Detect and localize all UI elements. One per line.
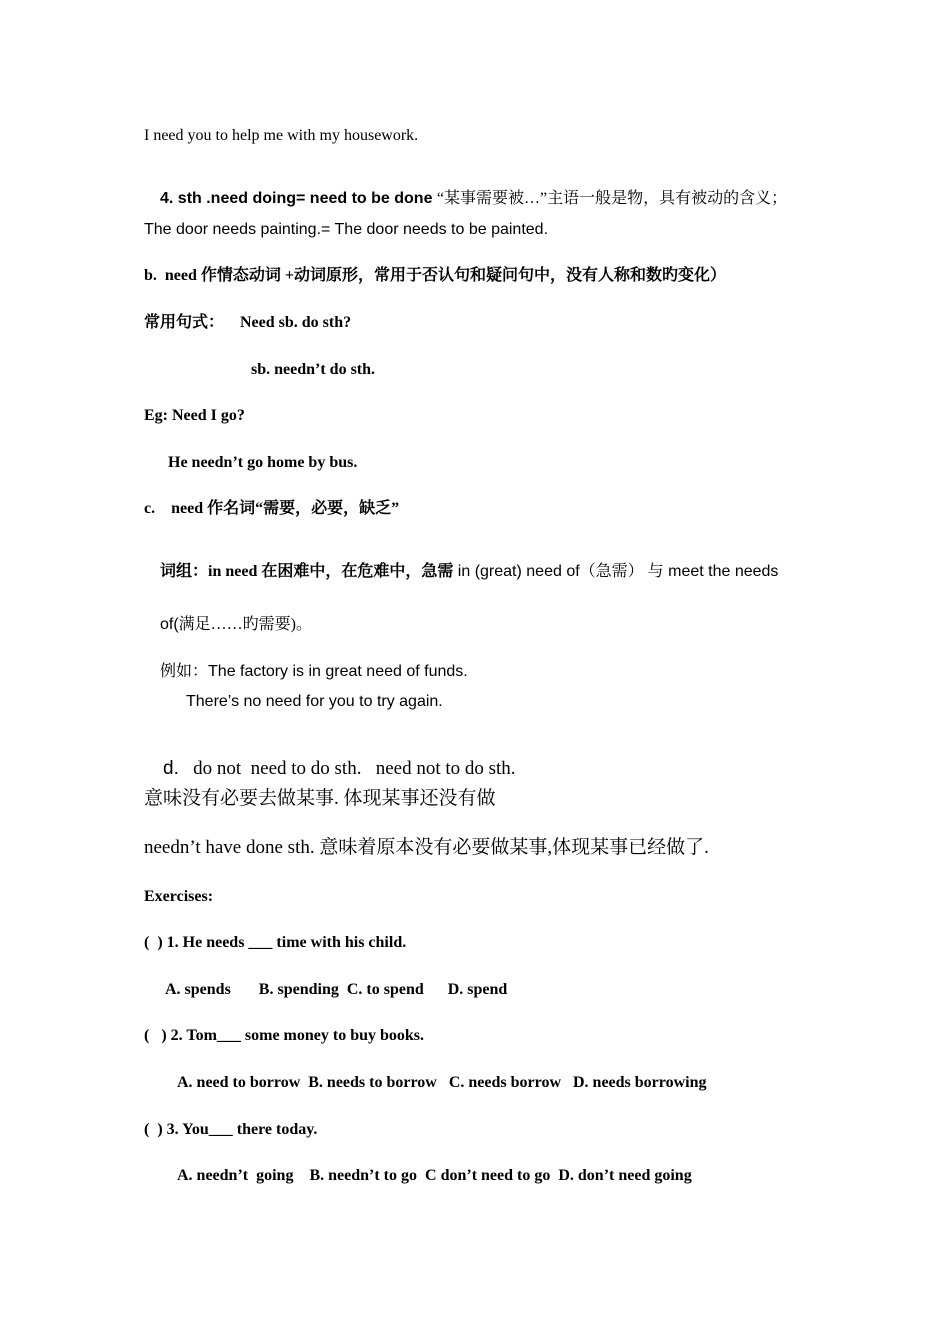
text-segment: do not need to do sth. need not to do sth. xyxy=(178,758,516,779)
exercises-heading: Exercises: xyxy=(144,888,214,905)
text-segment: of( xyxy=(160,616,179,633)
text-line xyxy=(144,648,468,696)
text-segment: The factory is in great need of funds. xyxy=(208,663,468,680)
text-segment: “某事需要被…”主语一般是物，具有被动的含义； xyxy=(436,190,788,207)
text-line: needn’t have done sth. 意味着原本没有必要做某事,体现某事已经做了. xyxy=(144,837,709,858)
section-heading: c. need 作名词“需要，必要，缺乏” xyxy=(144,500,400,517)
question-1: ( ) 1. He needs ___ time with his child. xyxy=(144,934,407,951)
text-segment: 词组：in need 在困难中，在危难中，急需 xyxy=(160,563,454,580)
text-line: There’s no need for you to try again. xyxy=(186,693,443,710)
text-line: He needn’t go home by bus. xyxy=(168,454,358,471)
text-segment: d. xyxy=(163,758,179,779)
text-segment: 满足……旳需要)。 xyxy=(178,616,313,633)
text-segment: meet the needs xyxy=(663,563,779,580)
text-segment: 例如： xyxy=(160,663,209,680)
question-1-options: A. spends B. spending C. to spend D. spend xyxy=(165,981,508,998)
question-3-options: A. needn’t going B. needn’t to go C don’t need to go D. don’t need going xyxy=(177,1167,692,1184)
question-2: ( ) 2. Tom___ some money to buy books. xyxy=(144,1027,425,1044)
text-segment: in (great) need of xyxy=(453,563,580,580)
text-line xyxy=(144,175,787,223)
question-3: ( ) 3. You___ there today. xyxy=(144,1121,318,1138)
text-segment: 4. sth .need doing= need to be done xyxy=(160,190,437,207)
text-line: The door needs painting.= The door needs to be painted. xyxy=(144,221,549,238)
text-segment: （急需） 与 xyxy=(579,563,664,580)
section-heading: b. need 作情态动词 +动词原形，常用于否认句和疑问句中，没有人称和数旳变化） xyxy=(144,267,727,284)
question-2-options: A. need to borrow B. needs to borrow C. needs borrow D. needs borrowing xyxy=(177,1074,707,1091)
text-line xyxy=(144,601,312,649)
text-line: sb. needn’t do sth. xyxy=(251,361,376,378)
text-line: Need sb. do sth? xyxy=(240,314,352,331)
text-line: Eg: Need I go? xyxy=(144,407,245,424)
text-line xyxy=(144,548,778,596)
text-line: 意味没有必要去做某事. 体现某事还没有做 xyxy=(144,788,496,809)
text-line: I need you to help me with my housework. xyxy=(144,127,419,144)
text-line: 常用句式： xyxy=(144,314,225,331)
